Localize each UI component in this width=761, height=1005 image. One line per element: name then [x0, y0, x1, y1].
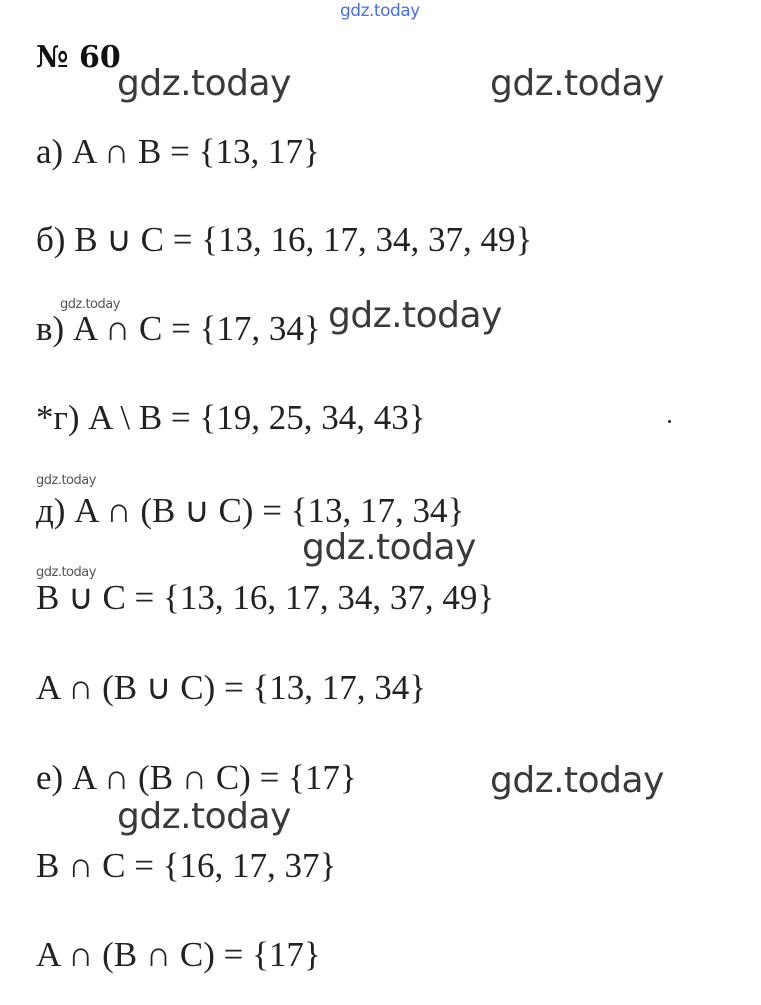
answer-line-e: е) A ∩ (B ∩ C) = {17} — [36, 758, 357, 797]
watermark-small: gdz.today — [36, 473, 96, 488]
watermark-small: gdz.today — [36, 565, 96, 580]
answer-line-g: *г) A \ B = {19, 25, 34, 43} — [36, 398, 426, 437]
answer-line-d-step2: A ∩ (B ∪ C) = {13, 17, 34} — [36, 668, 427, 707]
watermark: gdz.today — [302, 527, 476, 568]
stray-dot — [668, 420, 671, 423]
watermark: gdz.today — [117, 63, 291, 104]
watermark: gdz.today — [328, 295, 502, 336]
problem-number: № 60 — [36, 40, 121, 75]
answer-line-d: д) A ∩ (B ∪ C) = {13, 17, 34} — [36, 491, 465, 530]
answer-line-e-step1: B ∩ C = {16, 17, 37} — [36, 846, 337, 885]
watermark: gdz.today — [117, 796, 291, 837]
watermark-small: gdz.today — [60, 297, 120, 312]
answer-line-e-step2: A ∩ (B ∩ C) = {17} — [36, 935, 321, 974]
watermark: gdz.today — [490, 760, 664, 801]
watermark: gdz.today — [490, 63, 664, 104]
answer-line-a: а) A ∩ B = {13, 17} — [36, 132, 320, 171]
answer-line-v: в) A ∩ C = {17, 34} — [36, 309, 321, 348]
answer-line-d-step1: B ∪ C = {13, 16, 17, 34, 37, 49} — [36, 578, 495, 617]
answer-line-b: б) B ∪ C = {13, 16, 17, 34, 37, 49} — [36, 220, 533, 259]
watermark-top: gdz.today — [340, 1, 420, 21]
